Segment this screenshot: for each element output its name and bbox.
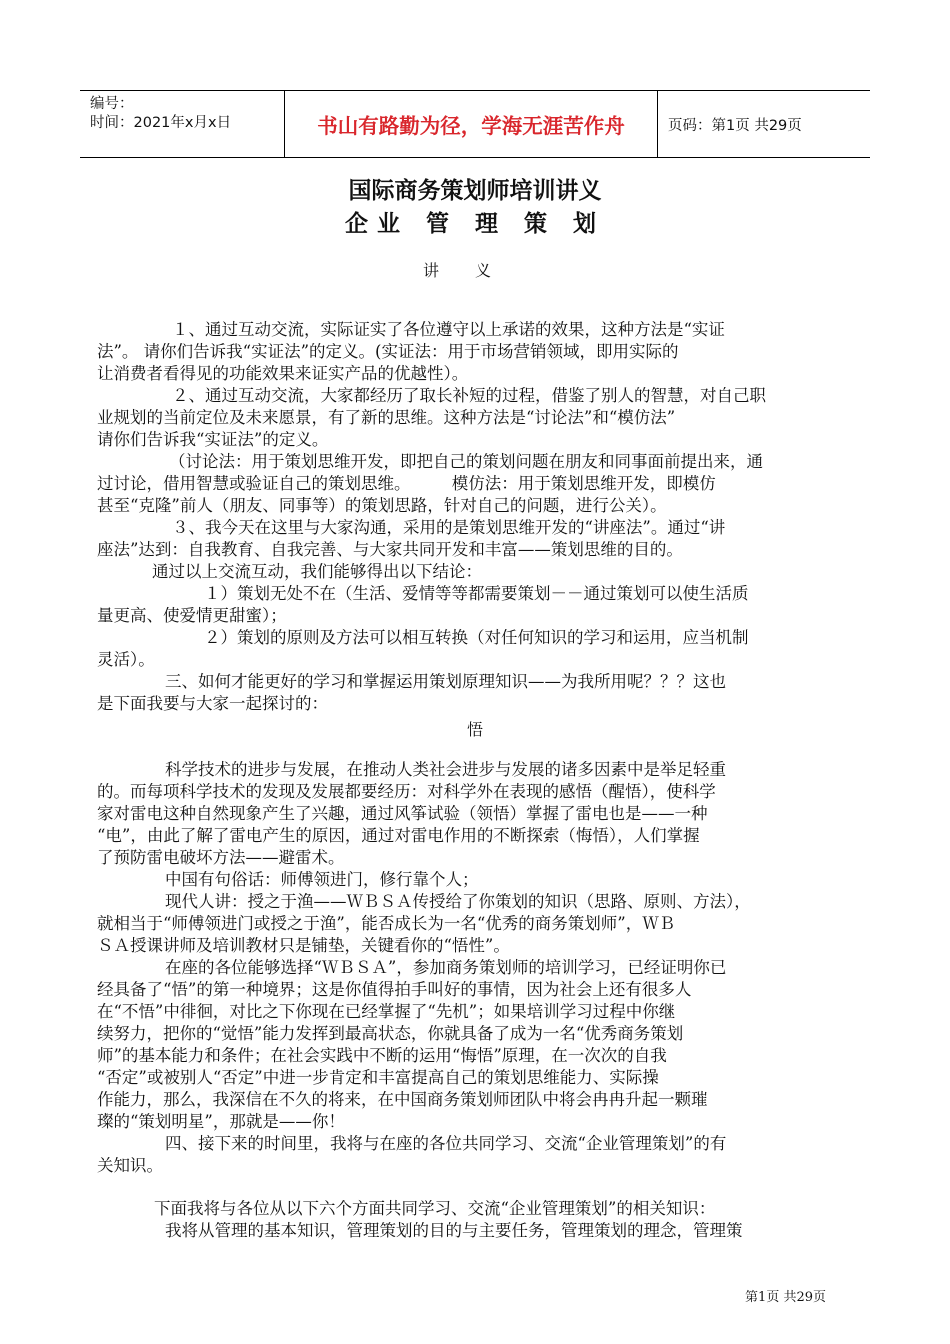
body-line: 下面我将与各位从以下六个方面共同学习、交流“企业管理策划”的相关知识： (154, 1199, 716, 1218)
body-line: 过讨论，借用智慧或验证自己的策划思维。 模仿法：用于策划思维开发，即模仿 (97, 474, 716, 493)
body-line: 就相当于“师傅领进门或授之于渔”，能否成长为一名“优秀的商务策划师”，ＷＢ (97, 914, 676, 933)
lecture-label: 讲义 (422, 261, 527, 280)
body-line: 中国有句俗话：师傅领进门，修行靠个人； (165, 870, 479, 889)
document-number-label: 编号： (90, 96, 134, 112)
body-line: 家对雷电这种自然现象产生了兴趣，通过风筝试验（领悟）掌握了雷电也是——一种 (97, 804, 708, 823)
body-line: 业规划的当前定位及未来愿景，有了新的思维。这种方法是“讨论法”和“模仿法” (97, 408, 676, 427)
body-line: ２）策划的原则及方法可以相互转换（对任何知识的学习和运用，应当机制 (204, 628, 749, 647)
body-line: 请你们告诉我“实证法”的定义。 (97, 430, 329, 449)
header-table (80, 90, 870, 158)
body-line: ＳＡ授课讲师及培训教材只是铺垫，关键看你的“悟性”。 (97, 936, 510, 955)
body-line: ３、我今天在这里与大家沟通，采用的是策划思维开发的“讲座法”。通过“讲 (172, 518, 726, 537)
body-line: ２、通过互动交流，大家都经历了取长补短的过程，借鉴了别人的智慧，对自己职 (172, 386, 766, 405)
body-line: “否定”或被别人“否定”中进一步肯定和丰富提高自己的策划思维能力、实际操 (97, 1068, 659, 1087)
body-line: 了预防雷电破坏方法——避雷术。 (97, 848, 345, 867)
body-line: １）策划无处不在（生活、爱情等等都需要策划－－通过策划可以使生活质 (204, 584, 749, 603)
section-heading: 悟 (466, 720, 483, 739)
header-left-cell (80, 91, 284, 157)
body-line: 灵活）。 (97, 650, 155, 669)
body-line: 续努力，把你的“觉悟”能力发挥到最高状态，你就具备了成为一名“优秀商务策划 (97, 1024, 684, 1043)
header-motto: 书山有路勤为径，学海无涯苦作舟 (284, 91, 658, 157)
header-page-label: 页码：第1页 共29页 (668, 117, 802, 134)
body-line: 是下面我要与大家一起探讨的： (97, 694, 328, 713)
body-line: “电”，由此了解了雷电产生的原因，通过对雷电作用的不断探索（悔悟），人们掌握 (97, 826, 700, 845)
body-line: 让消费者看得见的功能效果来证实产品的优越性）。 (97, 364, 469, 383)
document-date-label: 时间：2021年x月x日 (90, 115, 232, 131)
body-line: 璨的“策划明星”，那就是——你！ (97, 1112, 345, 1131)
document-subtitle: 企业 管 理 策 划 (344, 211, 606, 237)
body-line: 关知识。 (97, 1156, 163, 1175)
body-line: 科学技术的进步与发展，在推动人类社会进步与发展的诸多因素中是举足轻重 (165, 760, 726, 779)
body-line: 在“不悟”中徘徊，对比之下你现在已经掌握了“先机”；如果培训学习过程中你继 (97, 1002, 676, 1021)
body-line: 三、如何才能更好的学习和掌握运用策划原理知识——为我所用呢？？？这也 (165, 672, 726, 691)
body-line: 在座的各位能够选择“ＷＢＳＡ”，参加商务策划师的培训学习，已经证明你已 (165, 958, 727, 977)
body-line: 师”的基本能力和条件；在社会实践中不断的运用“悔悟”原理，在一次次的自我 (97, 1046, 667, 1065)
body-line: 经具备了“悟”的第一种境界；这是你值得拍手叫好的事情，因为社会上还有很多人 (97, 980, 692, 999)
body-line: １、通过互动交流，实际证实了各位遵守以上承诺的效果，这种方法是“实证 (172, 320, 725, 339)
body-line: （讨论法：用于策划思维开发，即把自己的策划问题在朋友和同事面前提出来，通 (169, 452, 763, 471)
body-line: 法”。 请你们告诉我“实证法”的定义。(实证法：用于市场营销领域，即用实际的 (97, 342, 679, 361)
body-line: 通过以上交流互动，我们能够得出以下结论： (152, 562, 482, 581)
body-line: 座法”达到：自我教育、自我完善、与大家共同开发和丰富——策划思维的目的。 (97, 540, 683, 559)
body-line: 量更高、使爱情更甜蜜）； (97, 606, 287, 625)
body-line: 甚至“克隆”前人（朋友、同事等）的策划思路，针对自己的问题，进行公关）。 (97, 496, 667, 515)
body-line: 我将从管理的基本知识，管理策划的目的与主要任务，管理策划的理念，管理策 (165, 1221, 743, 1240)
body-line: 现代人讲：授之于渔——ＷＢＳＡ传授给了你策划的知识（思路、原则、方法）， (165, 892, 751, 911)
body-line: 的。而每项科学技术的发现及发展都要经历：对科学外在表现的感悟（醒悟），使科学 (97, 782, 716, 801)
page-footer: 第1页 共29页 (745, 1290, 826, 1305)
body-line: 作能力，那么，我深信在不久的将来，在中国商务策划师团队中将会冉冉升起一颗璀 (97, 1090, 708, 1109)
body-line: 四、接下来的时间里，我将与在座的各位共同学习、交流“企业管理策划”的有 (165, 1134, 727, 1153)
document-title: 国际商务策划师培训讲义 (348, 178, 602, 204)
